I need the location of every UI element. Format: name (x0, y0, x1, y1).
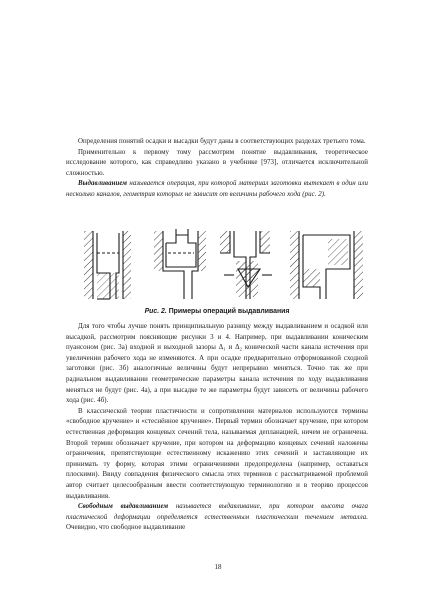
definition-extrusion: называется операция, при которой материал заготовки вытекает в один или несколько каналов, геометрия которых не зависит от величины рабочего хода (рис. 2). (66, 180, 368, 198)
figure-caption (66, 307, 368, 316)
figure-panel-a (84, 231, 131, 299)
figure-caption-label: Рис. 2. (144, 308, 167, 315)
paragraph-6-continuation: Очевидно, что свободное выдавливание (66, 524, 186, 532)
term-extrusion: Выдавливанием (78, 180, 128, 188)
figure-panel-b (154, 229, 206, 299)
lower-text-block (66, 322, 368, 534)
paragraph-5: В классической теории пластичности и сопротивлении материалов используются термины «свободное кручение» и «стеснённое кручение». Первый термин обозначает кручение, при котором естественная деформация концевых сечений тела, называемая депланацией, ничем не ограничена. Второй термин обозначает кручение, при котором на деформацию концевых сечений наложены ограничения, препятствующие естественному искажению этих сечений и заставляющие их принимать ту форму, которая этими ограничениями предопределена (например, оставаться плоскими). Ввиду совпадения физического смысла этих терминов с рассматриваемой проблемой автор считает целесообразным ввести соответствующую терминологию и в теорию процессов выдавливания. (66, 407, 368, 500)
term-free-extrusion: Свободным выдавливанием (78, 503, 169, 511)
paragraph-1: Определения понятий осадки и высадки будут даны в соответствующих разделах третьего тома. (78, 138, 366, 145)
upper-text-block (66, 137, 368, 201)
figure-panel-d (290, 231, 363, 299)
paragraph-6 (66, 502, 368, 534)
extrusion-operations-figure (66, 229, 368, 303)
figure-panel-c (220, 231, 272, 299)
page-number: 18 (214, 563, 222, 571)
paragraph-2: Применительно к первому тому рассмотрим понятие выдавливания, теоретическое исследование которого, как справедливо указано в учебнике [973], отличается исключительной сложностью. (66, 148, 368, 177)
definition-free-extrusion: называется выдавливание, при котором высота очага пластической деформации определяется естественным пластическим течением металла. (66, 503, 369, 521)
paragraph-4: Для того чтобы лучше понять принципиальную разницу между выдавливанием и осадкой или высадкой, рассмотрим поясняющие рисунки 3 и 4. Например, при выдавливании коническим пуансоном (рис. 3а) входной и выходной зазоры Δ₁ и Δ₂ конической части канала истечения при увеличении рабочего хода не изменяются. А при осадке предварительно отформованной сходной заготовки (рис. 3б) аналогичные величины будут непрерывно меняться. Точно так же при радиальном выдавливании геометрические параметры канала истечения по ходу выдавливания меняться не будут (рис. 4а), а при высадке те же параметры будут зависеть от величины рабочего хода (рис. 4б). (66, 323, 368, 405)
paragraph-3 (66, 179, 368, 200)
figure-caption-text: Примеры операций выдавливания (166, 308, 290, 315)
